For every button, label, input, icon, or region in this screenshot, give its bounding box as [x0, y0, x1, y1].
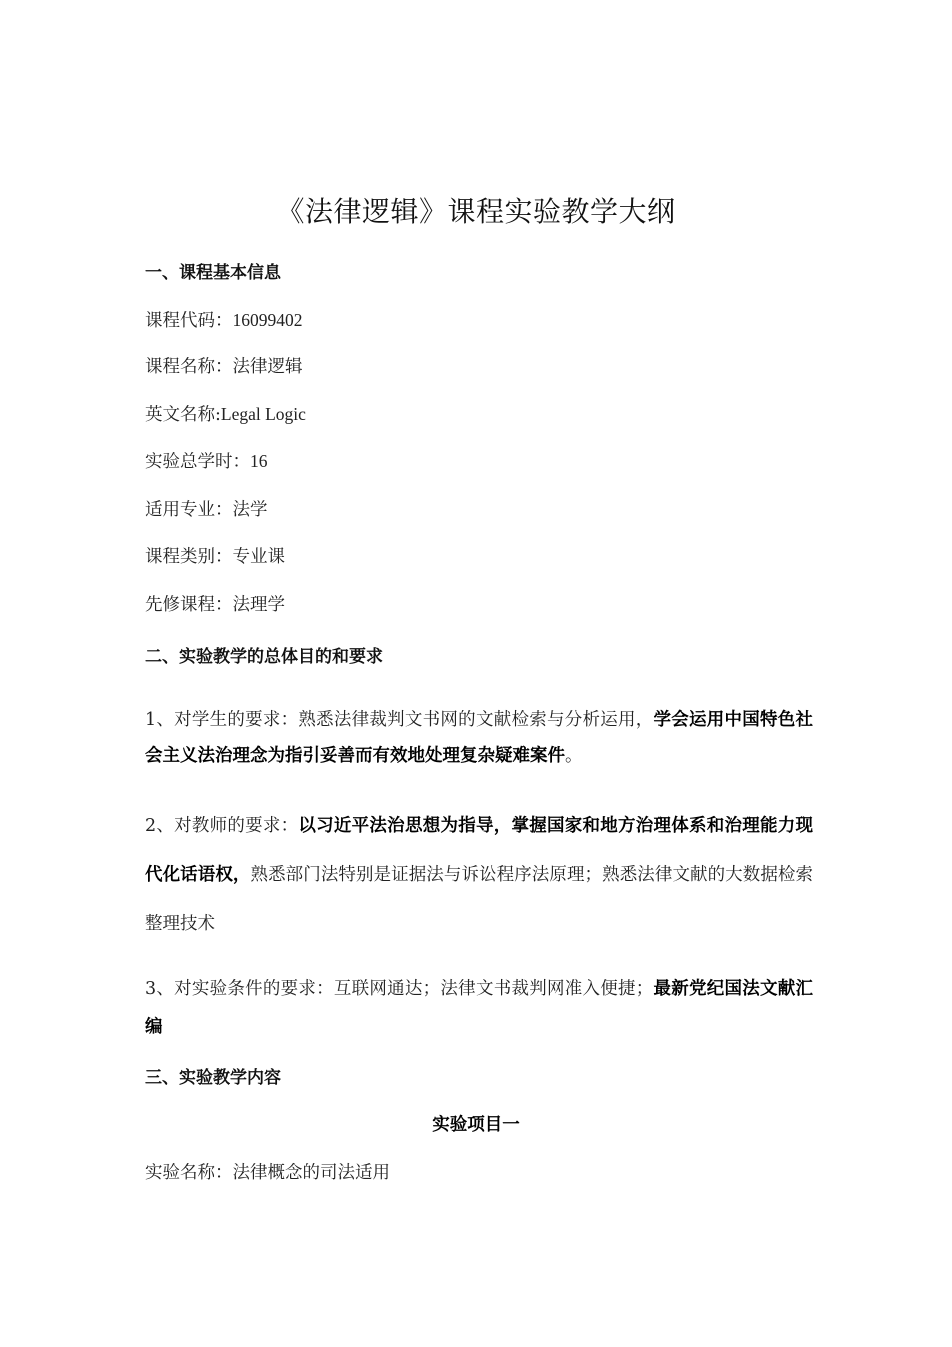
- field-value: 法理学: [232, 594, 285, 614]
- field-value: 法学: [232, 499, 268, 519]
- field-label: 先修课程：: [145, 595, 233, 615]
- section-heading-objectives: 二、实验教学的总体目的和要求: [145, 647, 383, 667]
- field-course-category: [145, 542, 285, 571]
- field-label: 课程名称：: [145, 357, 233, 377]
- requirement-conditions: [145, 970, 813, 1046]
- requirement-emphasis: 以习近平法治思想为指导，掌握国家和地方治理体系和治理能力现代化话语权，: [145, 816, 814, 885]
- requirement-students: [145, 702, 813, 774]
- field-experiment-name: [145, 1159, 390, 1187]
- field-value: 法律概念的司法适用: [232, 1163, 390, 1183]
- field-label: 实验总学时：: [145, 452, 250, 472]
- field-label: 英文名称:: [145, 405, 221, 425]
- field-course-name: [145, 352, 303, 381]
- field-total-hours: [145, 447, 268, 476]
- requirement-text: 。: [565, 746, 583, 766]
- field-value: 16099402: [232, 310, 303, 330]
- requirement-text: 熟悉部门法特别是证据法与诉讼程序法原理；熟悉法律文献的大数据检索整理技术: [145, 865, 814, 934]
- project-title: 实验项目一: [432, 1115, 520, 1135]
- requirement-text: 2、对教师的要求：: [145, 816, 299, 836]
- field-label: 课程类别：: [145, 547, 233, 567]
- field-course-code: [145, 306, 303, 335]
- field-english-name: [145, 400, 306, 429]
- field-value: 法律逻辑: [232, 356, 303, 376]
- field-prerequisite: [145, 590, 285, 619]
- requirement-text: 1、对学生的要求：熟悉法律裁判文书网的文献检索与分析运用，: [145, 710, 654, 730]
- section-heading-content: 三、实验教学内容: [145, 1068, 281, 1088]
- section-heading-basic-info: 一、课程基本信息: [145, 263, 281, 283]
- field-value: Legal Logic: [220, 404, 306, 424]
- field-major: [145, 495, 268, 524]
- field-value: 16: [250, 451, 268, 471]
- requirement-emphasis: 最新党纪国法文献汇编: [145, 979, 813, 1037]
- field-label: 适用专业：: [145, 500, 233, 520]
- field-value: 专业课: [232, 546, 285, 566]
- requirement-emphasis: 学会运用中国特色社会主义法治理念为指引妥善而有效地处理复杂疑难案件: [145, 710, 813, 766]
- document-title: 《法律逻辑》课程实验教学大纲: [276, 195, 676, 228]
- field-label: 课程代码：: [145, 311, 233, 331]
- requirement-teachers: [145, 802, 813, 949]
- requirement-text: 3、对实验条件的要求：互联网通达；法律文书裁判网准入便捷；: [145, 979, 654, 999]
- field-label: 实验名称：: [145, 1163, 233, 1183]
